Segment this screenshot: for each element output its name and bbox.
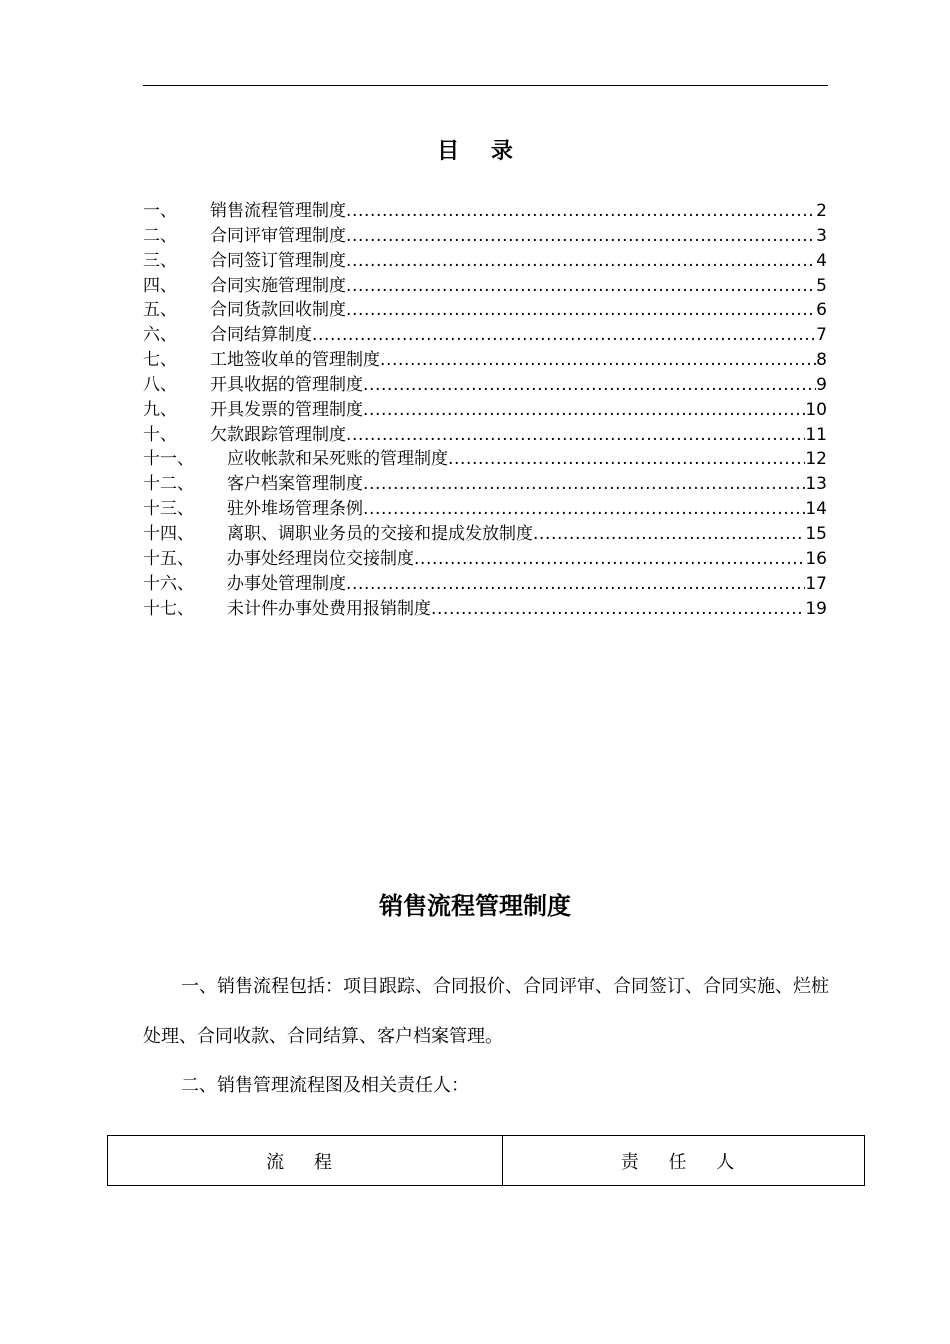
toc-entry-label: 工地签收单的管理制度 bbox=[210, 350, 380, 371]
toc-leader-dots bbox=[346, 423, 805, 447]
toc-entry-label: 合同评审管理制度 bbox=[210, 225, 346, 246]
toc-entry[interactable] bbox=[143, 348, 827, 373]
toc-entry-label: 应收帐款和呆死账的管理制度 bbox=[227, 449, 448, 470]
toc-entry-number: 十五、 bbox=[143, 548, 194, 569]
toc-entry-number: 十一、 bbox=[143, 449, 194, 470]
header-rule bbox=[143, 85, 828, 86]
toc-entry[interactable] bbox=[143, 199, 827, 224]
toc-entry[interactable] bbox=[143, 597, 827, 622]
toc-leader-dots bbox=[431, 597, 805, 621]
toc-entry-label: 合同货款回收制度 bbox=[210, 300, 346, 321]
toc-entry-page: 13 bbox=[805, 474, 827, 495]
toc-entry-page: 19 bbox=[805, 598, 827, 619]
toc-entry[interactable] bbox=[143, 472, 827, 497]
toc-entry-page: 6 bbox=[816, 300, 827, 321]
toc-entry[interactable] bbox=[143, 298, 827, 323]
toc-leader-dots bbox=[533, 522, 805, 546]
toc-entry-label: 开具收据的管理制度 bbox=[210, 374, 363, 395]
toc-entry-number: 十六、 bbox=[143, 573, 194, 594]
toc-entry[interactable] bbox=[143, 249, 827, 274]
toc-leader-dots bbox=[363, 497, 805, 521]
toc-entry[interactable] bbox=[143, 447, 827, 472]
toc-entry-label: 驻外堆场管理条例 bbox=[227, 499, 363, 520]
toc-entry-label: 欠款跟踪管理制度 bbox=[210, 424, 346, 445]
toc-entry[interactable] bbox=[143, 373, 827, 398]
toc-entry-page: 17 bbox=[805, 573, 827, 594]
table-header-responsible: 责 任 人 bbox=[620, 1151, 747, 1173]
toc-entry-page: 4 bbox=[816, 250, 827, 271]
toc-entry-number: 十七、 bbox=[143, 598, 194, 619]
toc-entry-number: 十、 bbox=[143, 424, 177, 445]
toc-entry-number: 六、 bbox=[143, 325, 177, 346]
toc-leader-dots bbox=[312, 323, 816, 347]
toc-leader-dots bbox=[346, 224, 816, 248]
toc-entry-label: 办事处管理制度 bbox=[227, 573, 346, 594]
toc-title: 目 录 bbox=[437, 139, 525, 164]
paragraph-flowchart-intro: 二、销售管理流程图及相关责任人： bbox=[181, 1075, 469, 1096]
toc-leader-dots bbox=[346, 274, 816, 298]
section-title: 销售流程管理制度 bbox=[379, 892, 571, 920]
toc-entry-page: 2 bbox=[816, 201, 827, 221]
toc-entry[interactable] bbox=[143, 423, 827, 448]
toc-entry-label: 客户档案管理制度 bbox=[227, 474, 363, 495]
toc-leader-dots bbox=[363, 398, 805, 422]
toc-entry[interactable] bbox=[143, 572, 827, 597]
toc-entry-number: 十三、 bbox=[143, 499, 194, 520]
toc-entry-label: 销售流程管理制度 bbox=[210, 201, 346, 221]
toc-entry-page: 5 bbox=[816, 275, 827, 296]
table-header-process: 流 程 bbox=[108, 1136, 503, 1185]
toc-entry[interactable] bbox=[143, 497, 827, 522]
toc-entry-label: 合同结算制度 bbox=[210, 325, 312, 346]
toc-entry-page: 12 bbox=[805, 449, 827, 470]
toc-entry-number: 十四、 bbox=[143, 523, 194, 544]
toc-entry-number: 二、 bbox=[143, 225, 177, 246]
toc-entry-page: 11 bbox=[805, 424, 827, 445]
toc-leader-dots bbox=[346, 298, 816, 322]
toc-entry-page: 10 bbox=[805, 399, 827, 420]
toc-leader-dots bbox=[363, 472, 805, 496]
toc-entry[interactable] bbox=[143, 398, 827, 423]
table-of-contents bbox=[143, 199, 827, 621]
toc-entry-number: 八、 bbox=[143, 374, 177, 395]
toc-entry[interactable] bbox=[143, 522, 827, 547]
toc-entry-number: 一、 bbox=[143, 201, 177, 221]
toc-entry-number: 四、 bbox=[143, 275, 177, 296]
toc-entry-page: 8 bbox=[816, 350, 827, 371]
toc-entry[interactable] bbox=[143, 323, 827, 348]
toc-entry-page: 14 bbox=[805, 499, 827, 520]
toc-entry-number: 十二、 bbox=[143, 474, 194, 495]
toc-entry[interactable] bbox=[143, 547, 827, 572]
toc-entry-page: 7 bbox=[816, 325, 827, 346]
toc-entry-label: 合同签订管理制度 bbox=[210, 250, 346, 271]
toc-entry-label: 合同实施管理制度 bbox=[210, 275, 346, 296]
toc-leader-dots bbox=[414, 547, 805, 571]
toc-entry-page: 9 bbox=[816, 374, 827, 395]
toc-entry[interactable] bbox=[143, 224, 827, 249]
flow-responsibility-table bbox=[107, 1135, 865, 1186]
toc-leader-dots bbox=[346, 249, 816, 273]
paragraph-sales-flow-continued: 处理、合同收款、合同结算、客户档案管理。 bbox=[143, 1026, 503, 1047]
toc-entry-label: 未计件办事处费用报销制度 bbox=[227, 598, 431, 619]
toc-leader-dots bbox=[363, 373, 816, 397]
toc-entry-label: 离职、调职业务员的交接和提成发放制度 bbox=[227, 523, 533, 544]
toc-leader-dots bbox=[346, 572, 805, 596]
toc-leader-dots bbox=[380, 348, 816, 372]
toc-entry-page: 15 bbox=[805, 523, 827, 544]
toc-entry-page: 3 bbox=[816, 225, 827, 246]
toc-entry-label: 开具发票的管理制度 bbox=[210, 399, 363, 420]
toc-entry[interactable] bbox=[143, 274, 827, 299]
toc-entry-page: 16 bbox=[805, 548, 827, 569]
toc-entry-number: 三、 bbox=[143, 250, 177, 271]
toc-leader-dots bbox=[346, 199, 816, 223]
toc-entry-number: 五、 bbox=[143, 300, 177, 321]
toc-entry-label: 办事处经理岗位交接制度 bbox=[227, 548, 414, 569]
toc-leader-dots bbox=[448, 447, 805, 471]
toc-entry-number: 七、 bbox=[143, 350, 177, 371]
toc-entry-number: 九、 bbox=[143, 399, 177, 420]
paragraph-sales-flow: 一、销售流程包括：项目跟踪、合同报价、合同评审、合同签订、合同实施、烂桩 bbox=[181, 976, 829, 997]
